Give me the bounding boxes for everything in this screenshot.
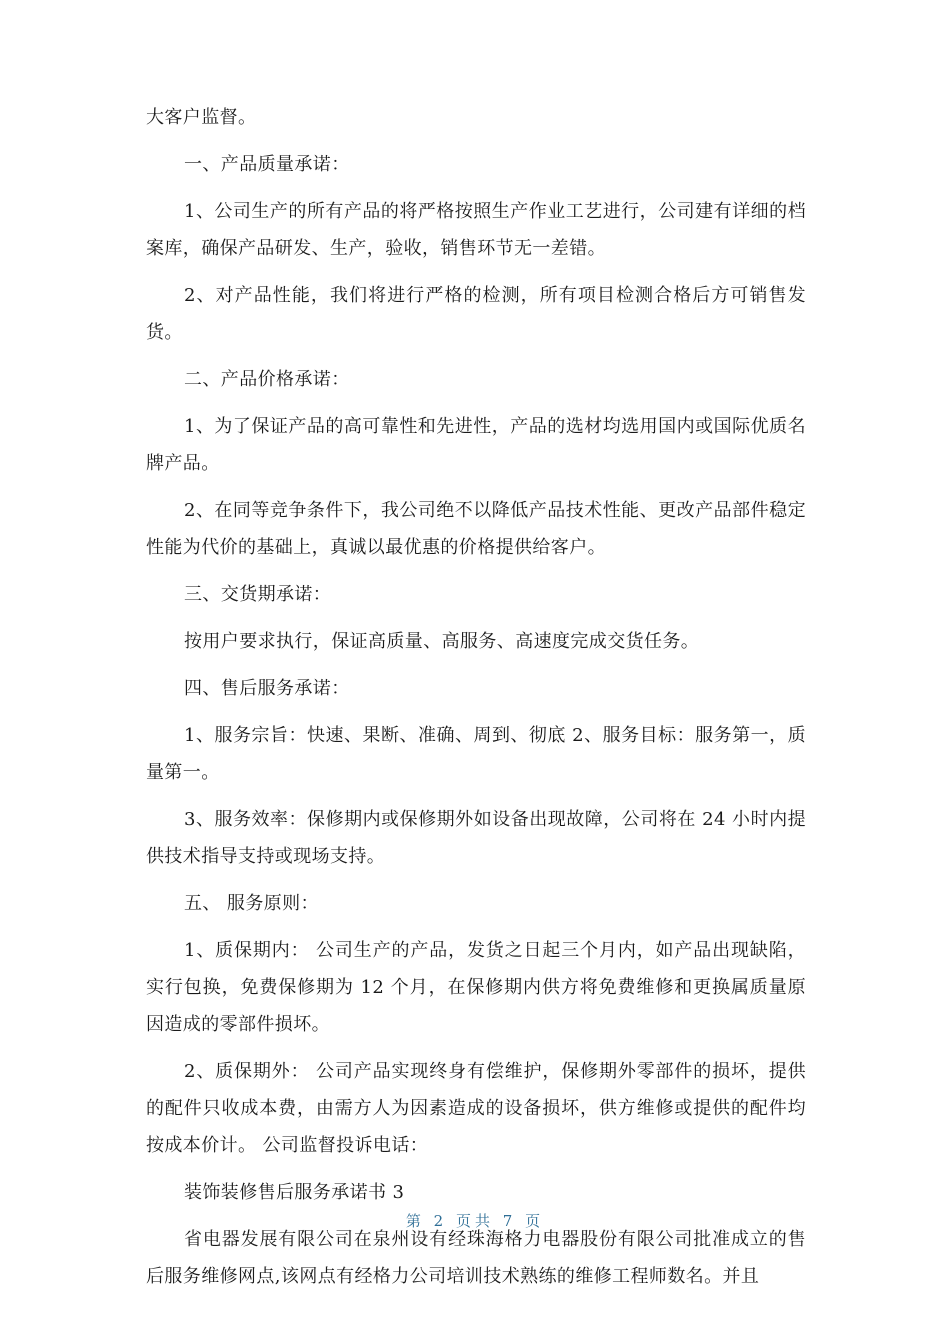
section-heading: 五、 服务原则： <box>184 893 319 914</box>
section-heading: 二、产品价格承诺： <box>184 369 350 390</box>
section-heading: 三、交货期承诺： <box>184 584 332 605</box>
paragraph: 2、在同等竞争条件下，我公司绝不以降低产品技术性能、更改产品部件稳定性能为代价的基础上，真诚以最优惠的价格提供给客户。 <box>146 500 806 558</box>
document-body <box>146 99 806 1305</box>
paragraph: 3、服务效率：保修期内或保修期外如设备出现故障，公司将在 24 小时内提供技术指导支持或现场支持。 <box>146 809 806 867</box>
paragraph: 大客户监督。 <box>146 107 257 128</box>
paragraph: 1、为了保证产品的高可靠性和先进性，产品的选材均选用国内或国际优质名牌产品。 <box>146 416 806 474</box>
section-heading: 一、产品质量承诺： <box>184 154 350 175</box>
document-title: 装饰装修售后服务承诺书 3 <box>184 1182 405 1203</box>
paragraph: 1、质保期内： 公司生产的产品，发货之日起三个月内，如产品出现缺陷，实行包换，免费保修期为 12 个月，在保修期内供方将免费维修和更换属质量原因造成的零部件损坏。 <box>146 940 806 1035</box>
paragraph: 1、服务宗旨：快速、果断、准确、周到、彻底 2、服务目标：服务第一，质量第一。 <box>146 725 806 783</box>
paragraph: 按用户要求执行，保证高质量、高服务、高速度完成交货任务。 <box>184 631 700 652</box>
page-number-footer: 第 2 页共 7 页 <box>405 1212 545 1230</box>
paragraph: 省电器发展有限公司在泉州设有经珠海格力电器股份有限公司批准成立的售后服务维修网点,该网点有经格力公司培训技术熟练的维修工程师数名。并且 <box>146 1229 806 1287</box>
section-heading: 四、售后服务承诺： <box>184 678 350 699</box>
paragraph: 2、质保期外： 公司产品实现终身有偿维护，保修期外零部件的损坏，提供的配件只收成本费，由需方人为因素造成的设备损坏，供方维修或提供的配件均按成本价计。 公司监督投诉电话： <box>146 1061 806 1156</box>
paragraph: 2、对产品性能，我们将进行严格的检测，所有项目检测合格后方可销售发货。 <box>146 285 806 343</box>
paragraph: 1、公司生产的所有产品的将严格按照生产作业工艺进行，公司建有详细的档案库，确保产品研发、生产，验收，销售环节无一差错。 <box>146 201 806 259</box>
